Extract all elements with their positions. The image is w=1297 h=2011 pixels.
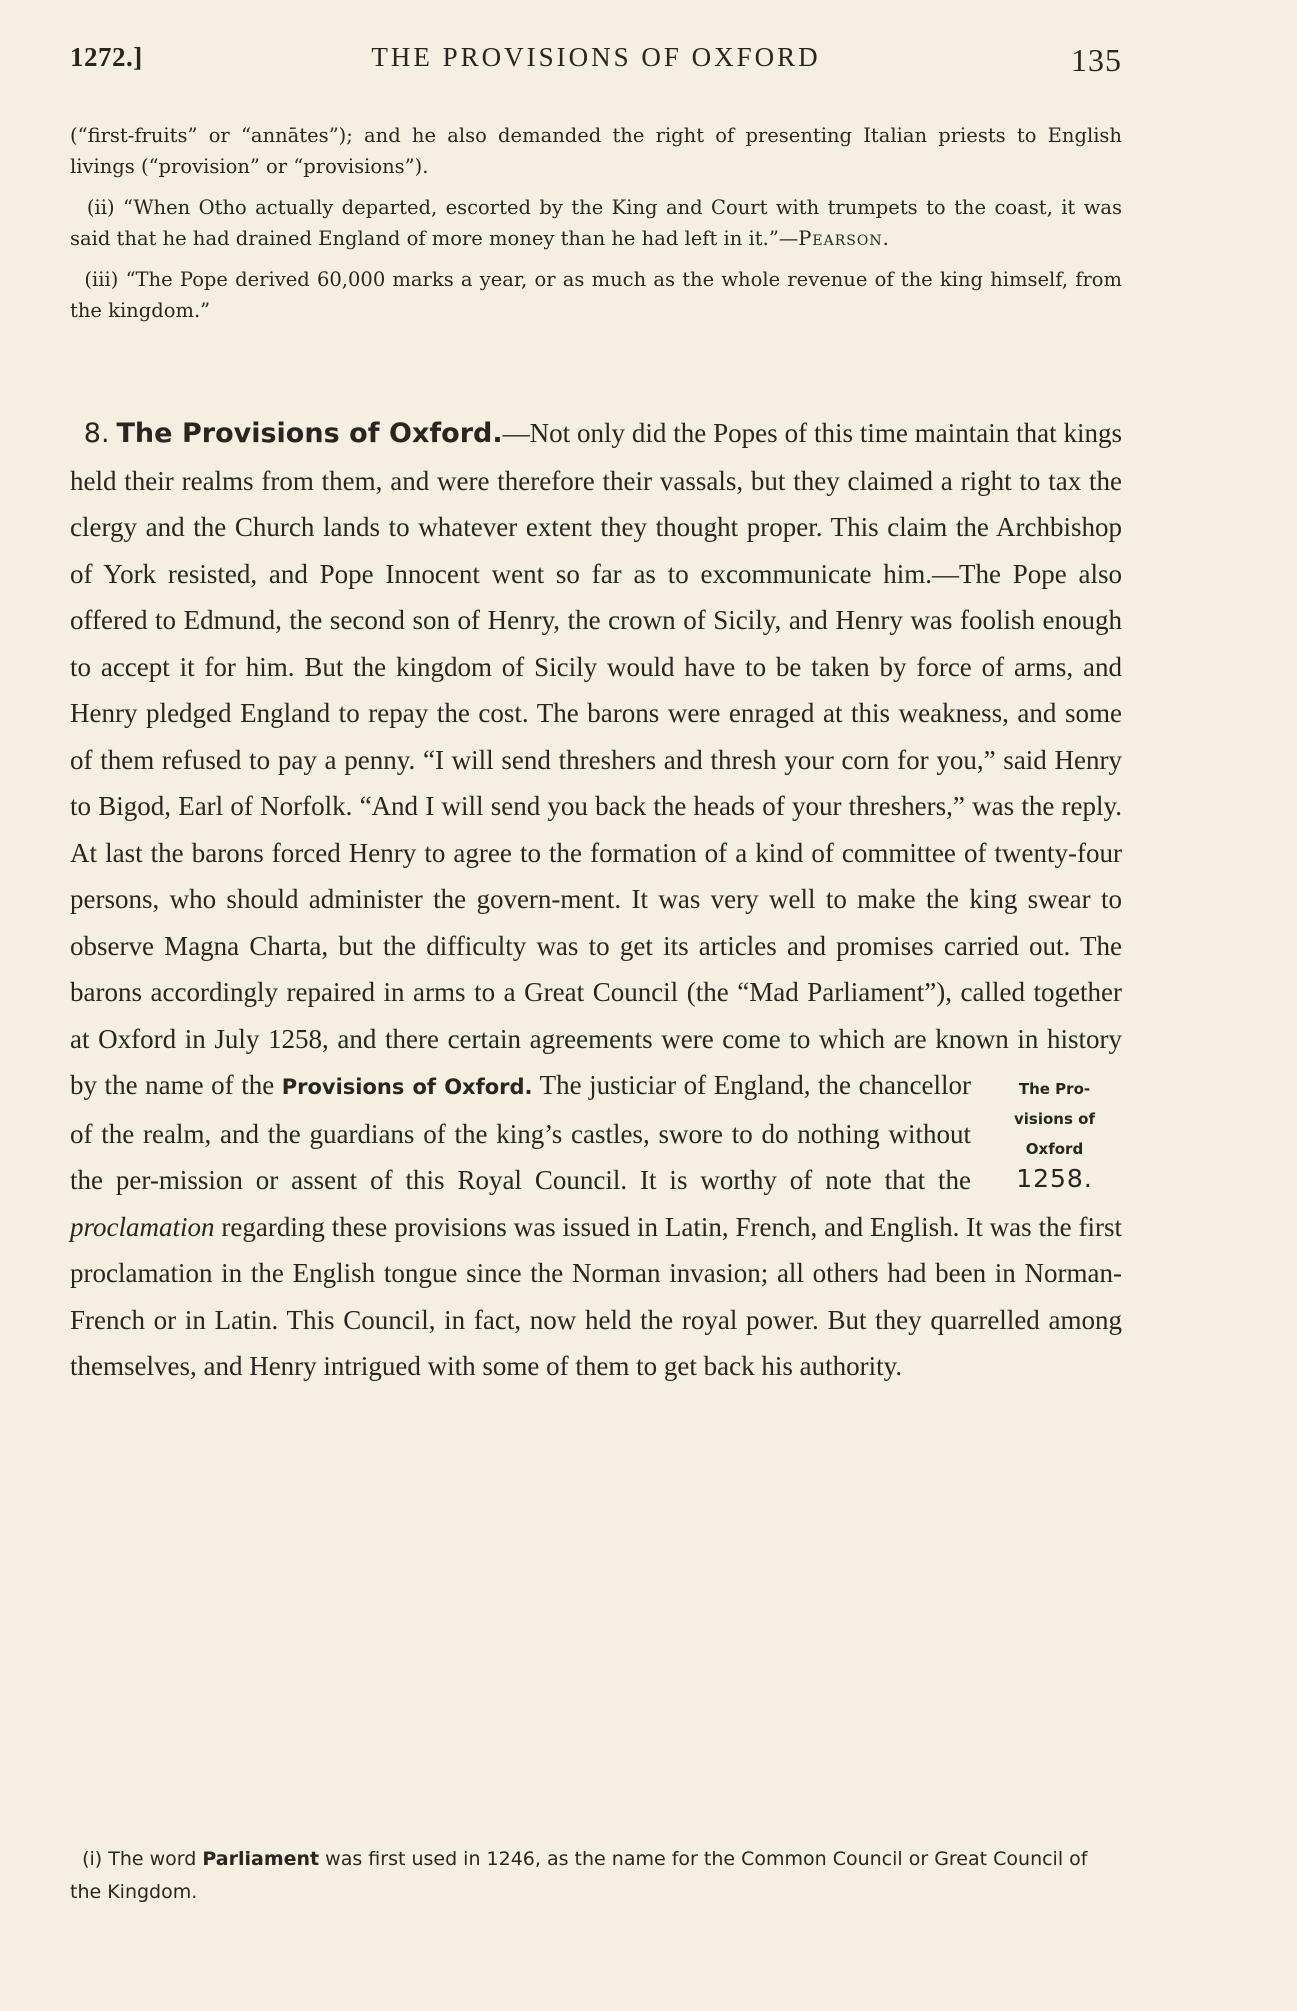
- header-year: 1272.]: [70, 42, 143, 72]
- note-i: [70, 1843, 1122, 1909]
- note-continuation: [70, 120, 1122, 182]
- margin-note-line-1: The Pro-: [1018, 1080, 1091, 1098]
- header-title: THE PROVISIONS OF OXFORD: [371, 42, 821, 72]
- note-ii-author: Pearson.: [798, 227, 890, 250]
- margin-note-year: 1258.: [1016, 1164, 1093, 1193]
- note-iii: [70, 264, 1122, 326]
- note-ii: [70, 192, 1122, 254]
- note-ii-text: “When Otho actually departed, escorted by the King and Court with trumpets to the coast, it was said that he had drained England of more money than he had left in it.”—: [70, 196, 1123, 250]
- note-continuation-text: (“first-fruits” or “annātes”); and he also demanded the right of presenting Italian priests to English livings (“provision” or “provisions”).: [70, 124, 1122, 178]
- margin-note-line-2: visions of: [1014, 1110, 1095, 1128]
- top-footnotes: [70, 120, 1122, 336]
- section-8: [70, 410, 1122, 1390]
- section-heading: The Provisions of Oxford.: [116, 418, 503, 449]
- bottom-footnote: [70, 1843, 1122, 1909]
- section-text-c: The justiciar of England, the chancellor of the realm, and the guardians of the king’s castles, swore to do nothing without the per-mission or assent of this Royal Council. It is worthy of note that the: [70, 1070, 971, 1195]
- note-i-text-1: The word: [102, 1848, 203, 1870]
- provisions-bold-term: Provisions of Oxford.: [281, 1075, 533, 1099]
- note-i-text-2: was first used in 1246, as the name for the Common Council or Great Council of the Kingdom.: [70, 1848, 1088, 1903]
- section-text-a: —Not only did the Popes of this time maintain that kings held their realms from them, and were therefore their vassals, but they claimed a right to tax the clergy and the Church lands to whatever extent they thought proper. This claim the Archbishop of York resisted, and Pope Innocent went so far as to excommunicate him.—The Pope also offered to Edmund, the second son of Henry, the crown of Sicily, and Henry was foolish enough to accept it for him. But the kingdom of Sicily would have to be taken by force of arms, and Henry pledged England to repay the cost. The barons were enraged at this weakness, and some of them refused to pay a penny. “I will send threshers and thresh your corn for you,” said Henry to Bigod, Earl of Norfolk. “And I will send you back the heads of your threshers,” was the reply. At last the barons forced Henry to agree to the formation of a kind of committee of twenty-four persons, who should administer the govern-ment. It was very well to make the king swear to observe Magna Charta, but the difficulty was to get its articles and promises carried out. The barons accordingly repaired in arms to a Great Council (the “Mad Parliament”), called together at Oxford in July 1258, and there certain agreements were come to which are known in history by the name of the: [70, 418, 1123, 1100]
- note-ii-label: (ii): [86, 196, 115, 219]
- proclamation-italic: proclamation: [70, 1211, 215, 1242]
- note-i-label: (i): [82, 1848, 103, 1870]
- margin-note: [987, 1074, 1122, 1197]
- section-text-e: regarding these provisions was issued in Latin, French, and English. It was the first proclamation in the English tongue since the Norman invasion; all others had been in Norman-French or in Latin. This Council, in fact, now held the royal power. But they quarrelled among themselves, and Henry intrigued with some of them to get back his authority.: [70, 1211, 1122, 1381]
- note-i-bold: Parliament: [202, 1848, 320, 1870]
- page-number: 135: [1071, 42, 1122, 78]
- note-iii-text: “The Pope derived 60,000 marks a year, or as much as the whole revenue of the king himself, from the kingdom.”: [70, 268, 1122, 322]
- running-header: [70, 42, 1122, 82]
- note-iii-label: (iii): [84, 268, 119, 291]
- margin-note-line-3: Oxford: [1025, 1140, 1084, 1158]
- section-paragraph: [70, 410, 1122, 1390]
- section-number: 8.: [83, 418, 110, 449]
